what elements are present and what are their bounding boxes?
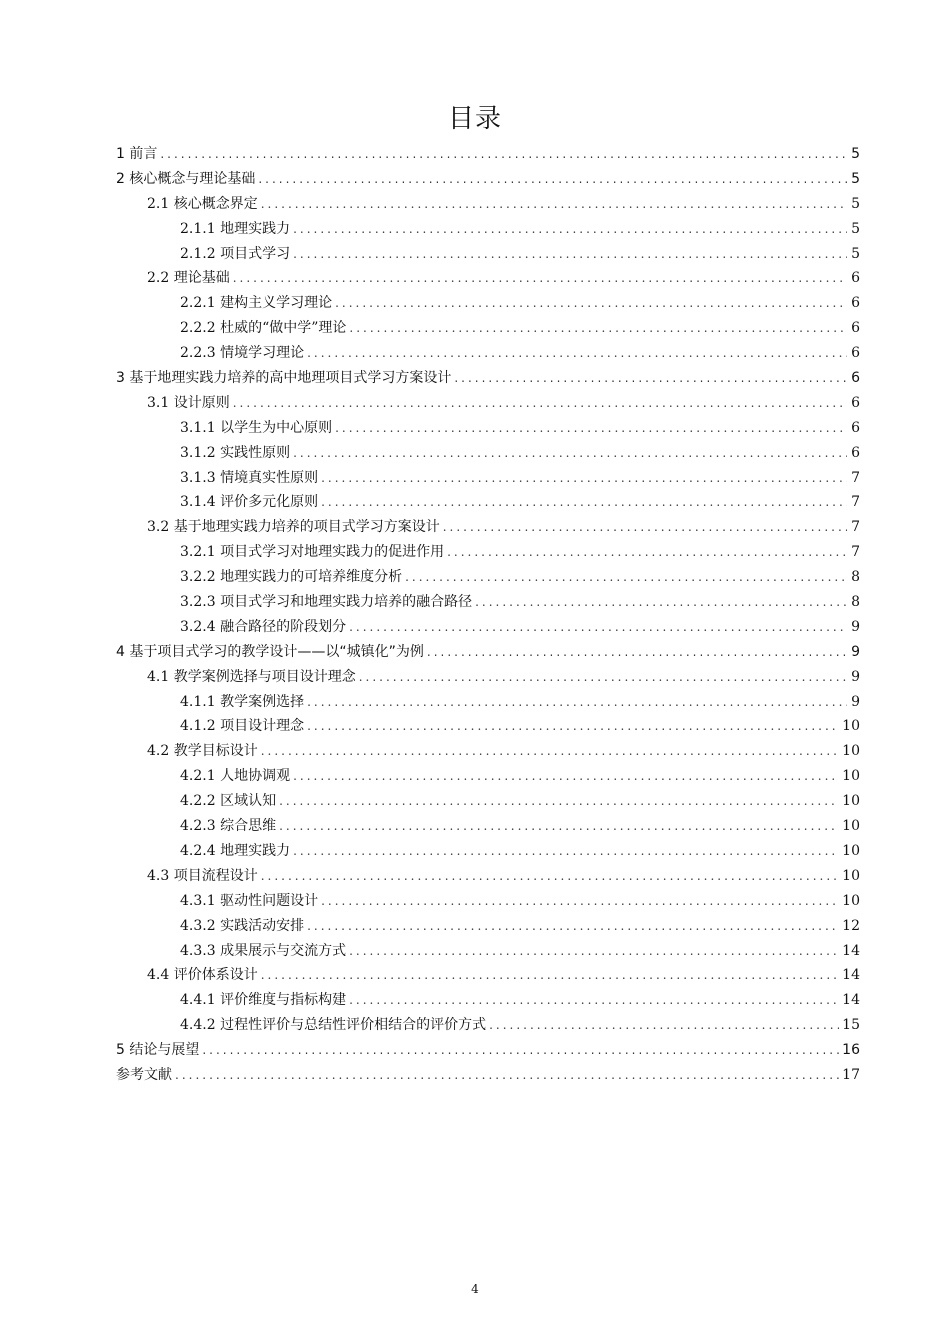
dot-leader <box>475 590 847 615</box>
toc-entry-text: 3.2.1 项目式学习对地理实践力的促进作用 <box>180 544 445 561</box>
toc-entry-text: 3 基于地理实践力培养的高中地理项目式学习方案设计 <box>116 370 452 387</box>
toc-entry-text: 1 前言 <box>116 146 158 162</box>
toc-entry-text: 2.2 理论基础 <box>147 270 230 287</box>
dot-leader <box>359 665 847 690</box>
toc-entry-page: 6 <box>851 270 860 287</box>
toc-entry[interactable] <box>116 217 860 242</box>
toc-entry-text: 2.2.3 情境学习理论 <box>180 345 305 362</box>
toc-entry-page: 6 <box>851 370 860 387</box>
dot-leader <box>335 416 847 441</box>
toc-entry-page: 10 <box>842 793 860 810</box>
dot-leader <box>447 540 847 565</box>
toc-entry-page: 9 <box>851 643 860 660</box>
toc-entry-page: 5 <box>851 245 860 262</box>
dot-leader <box>443 515 847 540</box>
dot-leader <box>279 789 839 814</box>
toc-entry[interactable] <box>116 441 860 466</box>
toc-entry[interactable] <box>116 466 860 491</box>
toc-entry-page: 10 <box>842 892 860 909</box>
toc-entry[interactable] <box>116 391 860 416</box>
dot-leader <box>427 640 847 665</box>
toc-entry-text: 4.2.1 人地协调观 <box>180 768 291 785</box>
toc-entry-page: 6 <box>851 320 860 337</box>
toc-entry-page: 7 <box>851 494 860 511</box>
toc-entry[interactable] <box>116 416 860 441</box>
toc-entry-text: 2.1.2 项目式学习 <box>180 245 291 262</box>
toc-entry[interactable] <box>116 1038 860 1063</box>
toc-entry[interactable] <box>116 789 860 814</box>
toc-entry[interactable] <box>116 167 860 192</box>
dot-leader <box>261 192 847 217</box>
toc-entry-text: 4.1.1 教学案例选择 <box>180 693 305 710</box>
toc-entry-page: 6 <box>851 295 860 312</box>
toc-entry[interactable] <box>116 963 860 988</box>
toc-entry-page: 6 <box>851 419 860 436</box>
dot-leader <box>335 291 847 316</box>
dot-leader <box>258 167 847 192</box>
toc-entry[interactable] <box>116 515 860 540</box>
toc-entry[interactable] <box>116 490 860 515</box>
toc-entry-page: 14 <box>842 992 860 1009</box>
toc-entry[interactable] <box>116 242 860 267</box>
toc-entry-page: 5 <box>851 170 860 187</box>
toc-entry-page: 5 <box>851 220 860 237</box>
toc-entry-page: 6 <box>851 394 860 411</box>
dot-leader <box>293 764 839 789</box>
toc-entry-text: 4.3.2 实践活动安排 <box>180 917 305 934</box>
dot-leader <box>293 217 847 242</box>
toc-entry[interactable] <box>116 266 860 291</box>
toc-entry-text: 4.3 项目流程设计 <box>147 867 258 884</box>
toc-entry[interactable] <box>116 714 860 739</box>
toc-entry-page: 12 <box>842 917 860 934</box>
dot-leader <box>349 316 847 341</box>
dot-leader <box>321 466 847 491</box>
dot-leader <box>405 565 847 590</box>
toc-entry[interactable] <box>116 341 860 366</box>
toc-entry-text: 4.1.2 项目设计理念 <box>180 718 305 735</box>
toc-entry-page: 14 <box>842 967 860 984</box>
dot-leader <box>454 366 847 391</box>
toc-entry-page: 14 <box>842 942 860 959</box>
toc-entry-text: 5 结论与展望 <box>116 1042 200 1059</box>
toc-entry[interactable] <box>116 540 860 565</box>
toc-entry[interactable] <box>116 1063 860 1088</box>
dot-leader <box>307 914 839 939</box>
dot-leader <box>307 690 847 715</box>
toc-entry-text: 4.2 教学目标设计 <box>147 743 258 760</box>
toc-entry-page: 9 <box>851 618 860 635</box>
toc-entry-page: 10 <box>842 768 860 785</box>
toc-entry[interactable] <box>116 590 860 615</box>
toc-entry-text: 3.1.2 实践性原则 <box>180 444 291 461</box>
dot-leader <box>233 391 847 416</box>
toc-entry[interactable] <box>116 764 860 789</box>
toc-entry-page: 7 <box>851 519 860 536</box>
toc-entry-text: 4.2.3 综合思维 <box>180 818 277 835</box>
toc-entry-text: 3.2 基于地理实践力培养的项目式学习方案设计 <box>147 519 440 536</box>
dot-leader <box>233 266 847 291</box>
toc-entry[interactable] <box>116 988 860 1013</box>
toc-entry[interactable] <box>116 864 860 889</box>
dot-leader <box>307 341 847 366</box>
toc-entry-text: 3.1 设计原则 <box>147 394 230 411</box>
toc-entry[interactable] <box>116 739 860 764</box>
dot-leader <box>321 490 847 515</box>
toc-entry-page: 10 <box>842 743 860 760</box>
toc-entry-text: 3.2.3 项目式学习和地理实践力培养的融合路径 <box>180 594 473 611</box>
toc-entry-text: 4.3.3 成果展示与交流方式 <box>180 942 347 959</box>
toc-entry-page: 17 <box>842 1066 860 1083</box>
dot-leader <box>489 1013 839 1038</box>
toc-entry-page: 10 <box>842 718 860 735</box>
toc-entry-page: 16 <box>842 1042 860 1059</box>
toc-entry-text: 4.4.1 评价维度与指标构建 <box>180 992 347 1009</box>
toc-list <box>116 142 860 1088</box>
toc-entry[interactable] <box>116 565 860 590</box>
toc-entry-page: 6 <box>851 345 860 362</box>
dot-leader <box>261 864 839 889</box>
toc-entry-text: 4.1 教学案例选择与项目设计理念 <box>147 668 356 685</box>
toc-entry[interactable] <box>116 889 860 914</box>
toc-entry-text: 4.4.2 过程性评价与总结性评价相结合的评价方式 <box>180 1017 487 1034</box>
toc-entry-text: 4 基于项目式学习的教学设计——以“城镇化”为例 <box>116 643 424 660</box>
toc-entry-text: 3.1.3 情境真实性原则 <box>180 469 319 486</box>
toc-entry[interactable] <box>116 939 860 964</box>
page-number: 4 <box>471 1282 479 1296</box>
toc-entry[interactable] <box>116 640 860 665</box>
toc-entry-page: 15 <box>842 1017 860 1034</box>
toc-entry-text: 2.2.2 杜威的“做中学”理论 <box>180 320 347 337</box>
toc-entry-page: 10 <box>842 867 860 884</box>
dot-leader <box>175 1063 839 1088</box>
toc-entry-text: 3.1.1 以学生为中心原则 <box>180 419 333 436</box>
toc-entry-text: 4.3.1 驱动性问题设计 <box>180 892 319 909</box>
dot-leader <box>349 939 839 964</box>
toc-entry-page: 8 <box>851 569 860 586</box>
toc-entry-page: 9 <box>851 668 860 685</box>
dot-leader <box>321 889 839 914</box>
dot-leader <box>160 142 847 167</box>
toc-entry-page: 6 <box>851 444 860 461</box>
toc-entry-text: 3.1.4 评价多元化原则 <box>180 494 319 511</box>
toc-entry-text: 4.2.2 区域认知 <box>180 793 277 810</box>
toc-entry[interactable] <box>116 1013 860 1038</box>
dot-leader <box>349 988 839 1013</box>
toc-entry[interactable] <box>116 192 860 217</box>
dot-leader <box>293 441 847 466</box>
toc-entry-page: 7 <box>851 469 860 486</box>
dot-leader <box>279 814 839 839</box>
toc-entry-text: 3.2.4 融合路径的阶段划分 <box>180 618 347 635</box>
toc-entry[interactable] <box>116 142 860 167</box>
dot-leader <box>349 615 847 640</box>
toc-entry-text: 2.2.1 建构主义学习理论 <box>180 295 333 312</box>
toc-entry-page: 10 <box>842 842 860 859</box>
dot-leader <box>293 839 839 864</box>
toc-entry[interactable] <box>116 615 860 640</box>
toc-entry-text: 2 核心概念与理论基础 <box>116 170 256 187</box>
toc-entry[interactable] <box>116 291 860 316</box>
toc-entry-text: 2.1.1 地理实践力 <box>180 220 291 237</box>
toc-entry[interactable] <box>116 690 860 715</box>
toc-entry-page: 8 <box>851 594 860 611</box>
toc-entry-page: 10 <box>842 818 860 835</box>
toc-entry[interactable] <box>116 366 860 391</box>
dot-leader <box>307 714 839 739</box>
dot-leader <box>261 963 839 988</box>
toc-entry-page: 9 <box>851 693 860 710</box>
toc-entry-text: 4.4 评价体系设计 <box>147 967 258 984</box>
toc-entry-text: 4.2.4 地理实践力 <box>180 842 291 859</box>
toc-entry-text: 2.1 核心概念界定 <box>147 195 258 212</box>
toc-entry-page: 7 <box>851 544 860 561</box>
toc-entry-page: 5 <box>851 146 860 162</box>
toc-entry[interactable] <box>116 839 860 864</box>
toc-entry[interactable] <box>116 316 860 341</box>
toc-title: 目录 <box>447 104 502 134</box>
toc-entry[interactable] <box>116 914 860 939</box>
toc-entry-text: 3.2.2 地理实践力的可培养维度分析 <box>180 569 403 586</box>
toc-entry[interactable] <box>116 665 860 690</box>
dot-leader <box>202 1038 839 1063</box>
toc-entry[interactable] <box>116 814 860 839</box>
dot-leader <box>261 739 839 764</box>
toc-entry-page: 5 <box>851 195 860 212</box>
dot-leader <box>293 242 847 267</box>
toc-entry-text: 参考文献 <box>116 1066 172 1083</box>
